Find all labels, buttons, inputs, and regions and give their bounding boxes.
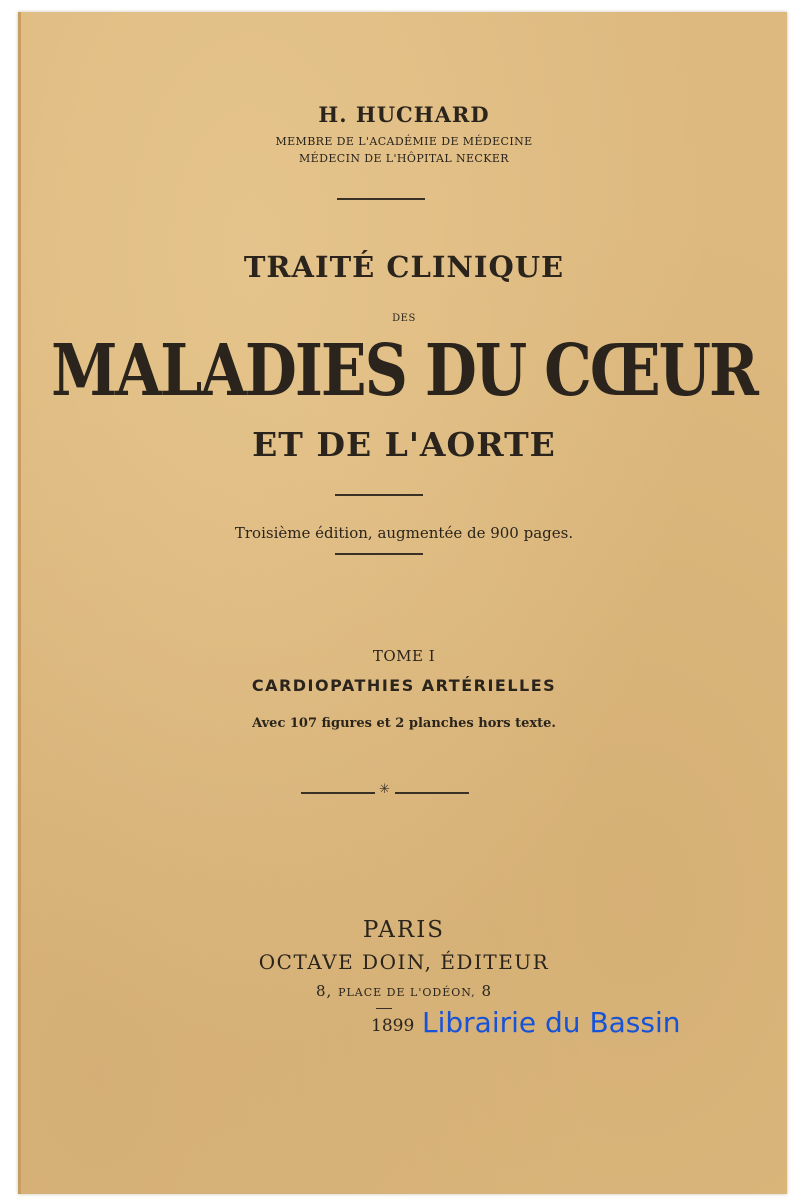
address-number-1: 8, xyxy=(316,982,333,1000)
publication-city: PARIS xyxy=(362,917,446,943)
address-number-2: 8 xyxy=(481,982,492,1000)
publisher-address xyxy=(21,982,787,1000)
divider-rule-top xyxy=(337,198,425,200)
publication-year: 1899 xyxy=(371,1016,415,1036)
divider-rule-edition xyxy=(335,553,423,555)
ornament-bar-right xyxy=(395,792,469,794)
address-street: PLACE DE L'ODÉON, xyxy=(338,986,476,999)
title-connector: DES xyxy=(392,313,416,324)
title-line-1: TRAITÉ CLINIQUE xyxy=(243,250,565,284)
asterisk-ornament-icon: ✳ xyxy=(379,782,390,797)
ornament-bar-left xyxy=(301,792,375,794)
divider-rule-year xyxy=(376,1008,392,1009)
volume-subject: CARDIOPATHIES ARTÉRIELLES xyxy=(251,676,557,695)
volume-number: TOME I xyxy=(372,647,436,665)
author-affiliation-hospital: MÉDECIN DE L'HÔPITAL NECKER xyxy=(299,152,509,165)
ornamental-divider xyxy=(301,782,471,798)
author-affiliation-academy: MEMBRE DE L'ACADÉMIE DE MÉDECINE xyxy=(275,135,533,148)
title-line-3: ET DE L'AORTE xyxy=(252,425,556,464)
divider-rule-title xyxy=(335,494,423,496)
seller-watermark: Librairie du Bassin xyxy=(422,1006,681,1039)
author-name: H. HUCHARD xyxy=(318,102,490,127)
publisher-name: OCTAVE DOIN, ÉDITEUR xyxy=(258,950,550,974)
title-main: MALADIES DU CŒUR xyxy=(51,330,757,413)
figures-note: Avec 107 figures et 2 planches hors texte. xyxy=(252,716,556,731)
edition-note: Troisième édition, augmentée de 900 pages. xyxy=(234,524,574,542)
